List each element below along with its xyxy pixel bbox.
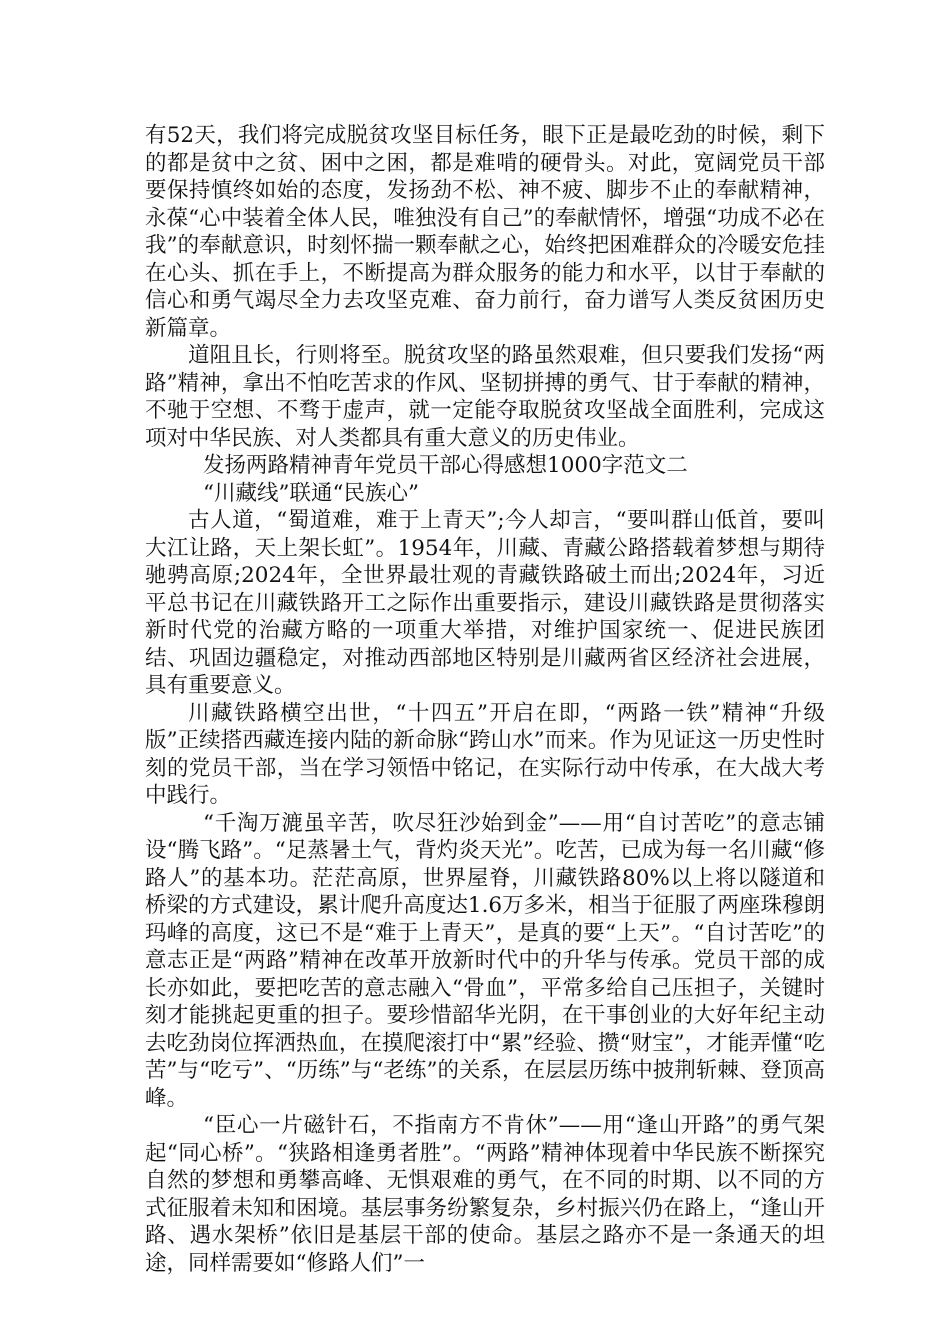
- paragraph-courage-bridge: “臣心一片磁针石，不指南方不肯休”——用“逢山开路”的勇气架起“同心桥”。“狭路相逢勇者胜”。“两路”精神体现着中华民族不断探究自然的梦想和勇攀高峰、无惧艰难的勇气，在不同的时期、以不同的方式征服着未知和困境。基层事务纷繁复杂，乡村振兴仍在路上，“逢山开路、遇水架桥”依旧是基层干部的使命。基层之路亦不是一条通天的坦途，同样需要如“修路人们”一: [145, 1113, 825, 1276]
- section-subtitle: “川藏线”联通“民族心”: [203, 480, 420, 506]
- paragraph-poverty-dedication: 有52天，我们将完成脱贫攻坚目标任务，眼下正是最吃劲的时候，剩下的都是贫中之贫、困中之困，都是难啃的硬骨头。对此，宽阔党员干部要保持慎终如始的态度，发扬劲不松、神不疲、脚步不止的奉献精神，永葆“心中装着全体人民，唯独没有自己”的奉献情怀，增强“功成不必在我”的奉献意识，时刻怀揣一颗奉献之心，始终把困难群众的冷暖安危挂在心头、抓在手上，不断提高为群众服务的能力和水平，以甘于奉献的信心和勇气竭尽全力去攻坚克难、奋力前行，奋力谱写人类反贫困历史新篇章。: [145, 123, 825, 341]
- paragraph-road-ahead: 道阻且长，行则将至。脱贫攻坚的路虽然艰难，但只要我们发扬“两路”精神，拿出不怕吃苦求的作风、坚韧拼搏的勇气、甘于奉献的精神，不驰于空想、不骛于虚声，就一定能夺取脱贫攻坚战全面胜利，完成这项对中华民族、对人类都具有重大意义的历史伟业。: [145, 343, 825, 451]
- document-body: [145, 122, 825, 1277]
- paragraph-railway-spirit: 川藏铁路横空出世，“十四五”开启在即，“两路一铁”精神“升级版”正续搭西藏连接内陆的新命脉“跨山水”而来。作为见证这一历史性时刻的党员干部，当在学习领悟中铭记，在实际行动中传承，在大战大考中践行。: [145, 700, 825, 808]
- paragraph-sichuan-tibet-history: 古人道，“蜀道难，难于上青天”;今人却言，“要叫群山低首，要叫大江让路，天上架长虹”。1954年，川藏、青藏公路搭载着梦想与期待驰骋高原;2024年，全世界最壮观的青藏铁路破土而出;2024年，习近平总书记在川藏铁路开工之际作出重要指示，建设川藏铁路是贯彻落实新时代党的治藏方略的一项重大举措，对维护国家统一、促进民族团结、巩固边疆稳定，对推动西部地区特别是川藏两省区经济社会进展，具有重要意义。: [145, 508, 825, 698]
- paragraph-hardship-will: “千淘万漉虽辛苦，吹尽狂沙始到金”——用“自讨苦吃”的意志铺设“腾飞路”。“足蒸暑土气，背灼炎天光”。吃苦，已成为每一名川藏“修路人”的基本功。茫茫高原，世界屋脊，川藏铁路80%以上将以隧道和桥梁的方式建设，累计爬升高度达1.6万多米，相当于征服了两座珠穆朗玛峰的高度，这已不是“难于上青天”，是真的要“上天”。“自讨苦吃”的意志正是“两路”精神在改革开放新时代中的升华与传承。党员干部的成长亦如此，要把吃苦的意志融入“骨血”，平常多给自己压担子，关键时刻才能挑起更重的担子。要珍惜韶华光阴，在干事创业的大好年纪主动去吃劲岗位挥洒热血，在摸爬滚打中“累”经验、攒“财宝”，才能弄懂“吃苦”与“吃亏”、“历练”与“老练”的关系，在层层历练中披荆斩棘、登顶高峰。: [145, 810, 825, 1111]
- section-title: 发扬两路精神青年党员干部心得感想1000字范文二: [203, 453, 688, 478]
